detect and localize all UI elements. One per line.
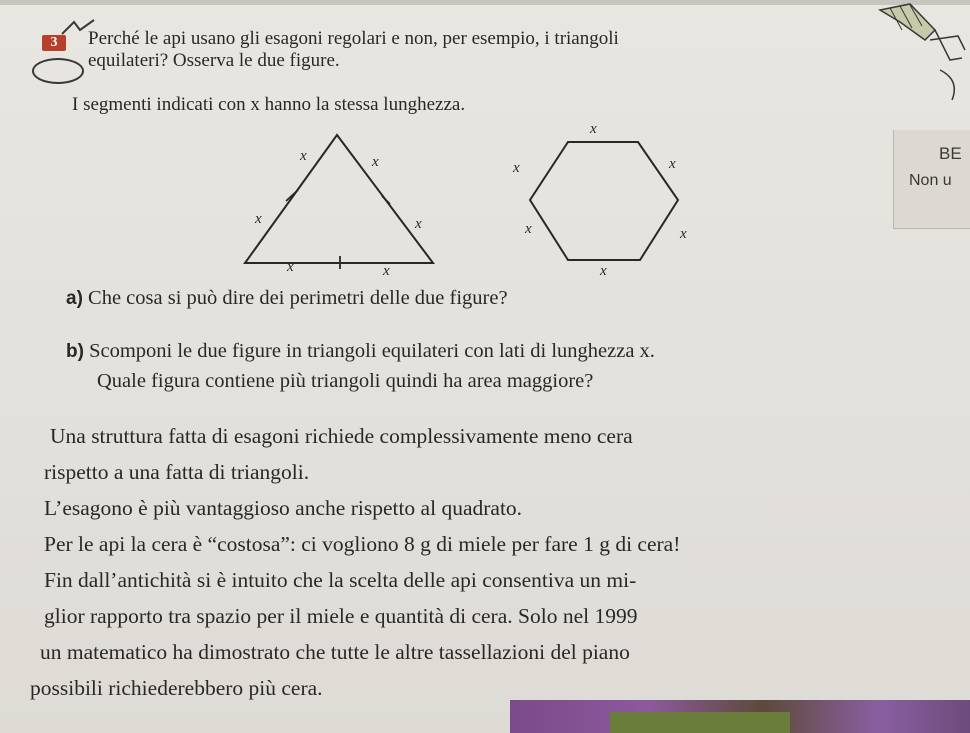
question-a-letter: a) [66,288,83,309]
hexagon-label: x [600,263,607,279]
leaf-photo-strip [610,712,790,733]
triangle-label: x [300,148,307,164]
question-b-line2: Quale figura contiene più triangoli quindi ha area maggiore? [97,370,594,392]
triangle-label: x [255,211,262,227]
hexagon-label: x [513,160,520,176]
triangle-figure [245,135,433,279]
paragraph-line: un matematico ha dimostrato che tutte le altre tassellazioni del piano [40,640,630,664]
side-box-text: Non u [909,172,952,189]
paragraph-line: possibili richiederebbero più cera. [30,676,323,700]
question-b [66,340,655,363]
intro-line-3: I segmenti indicati con x hanno la stessa lunghezza. [72,94,466,115]
triangle-label: x [415,216,422,232]
figures [0,0,970,300]
paragraph-line: Per le api la cera è “costosa”: ci vogliono 8 g di miele per fare 1 g di cera! [44,532,681,556]
triangle-label: x [287,259,294,275]
exercise-number-badge: 3 [42,35,66,51]
intro-line-1: Perché le api usano gli esagoni regolari e non, per esempio, i triangoli [88,28,619,49]
paragraph-line: L’esagono è più vantaggioso anche rispetto al quadrato. [44,496,523,520]
tick-mark [286,190,298,201]
hexagon-figure [512,121,687,279]
triangle-label: x [372,154,379,170]
paragraph-line: Una struttura fatta di esagoni richiede complessivamente meno cera [50,424,633,448]
question-a-text: Che cosa si può dire dei perimetri delle due figure? [88,287,508,309]
hexagon-label: x [590,121,597,137]
question-a [66,287,508,310]
tick-mark [382,196,390,204]
paragraph-line: rispetto a una fatta di triangoli. [44,460,310,484]
hexagon-label: x [669,156,676,172]
paragraph-line: Fin dall’antichità si è intuito che la scelta delle api consentiva un mi- [44,568,637,592]
triangle-label: x [383,263,390,279]
side-box-title: BE [939,144,962,163]
question-b-text-line1: Scomponi le due figure in triangoli equilateri con lati di lunghezza x. [89,340,655,362]
intro-line-2: equilateri? Osserva le due figure. [88,50,340,71]
hexagon-label: x [525,221,532,237]
body-paragraph [30,418,944,706]
paragraph-line: glior rapporto tra spazio per il miele e quantità di cera. Solo nel 1999 [44,604,638,628]
question-b-letter: b) [66,341,84,362]
hexagon-label: x [680,226,687,242]
